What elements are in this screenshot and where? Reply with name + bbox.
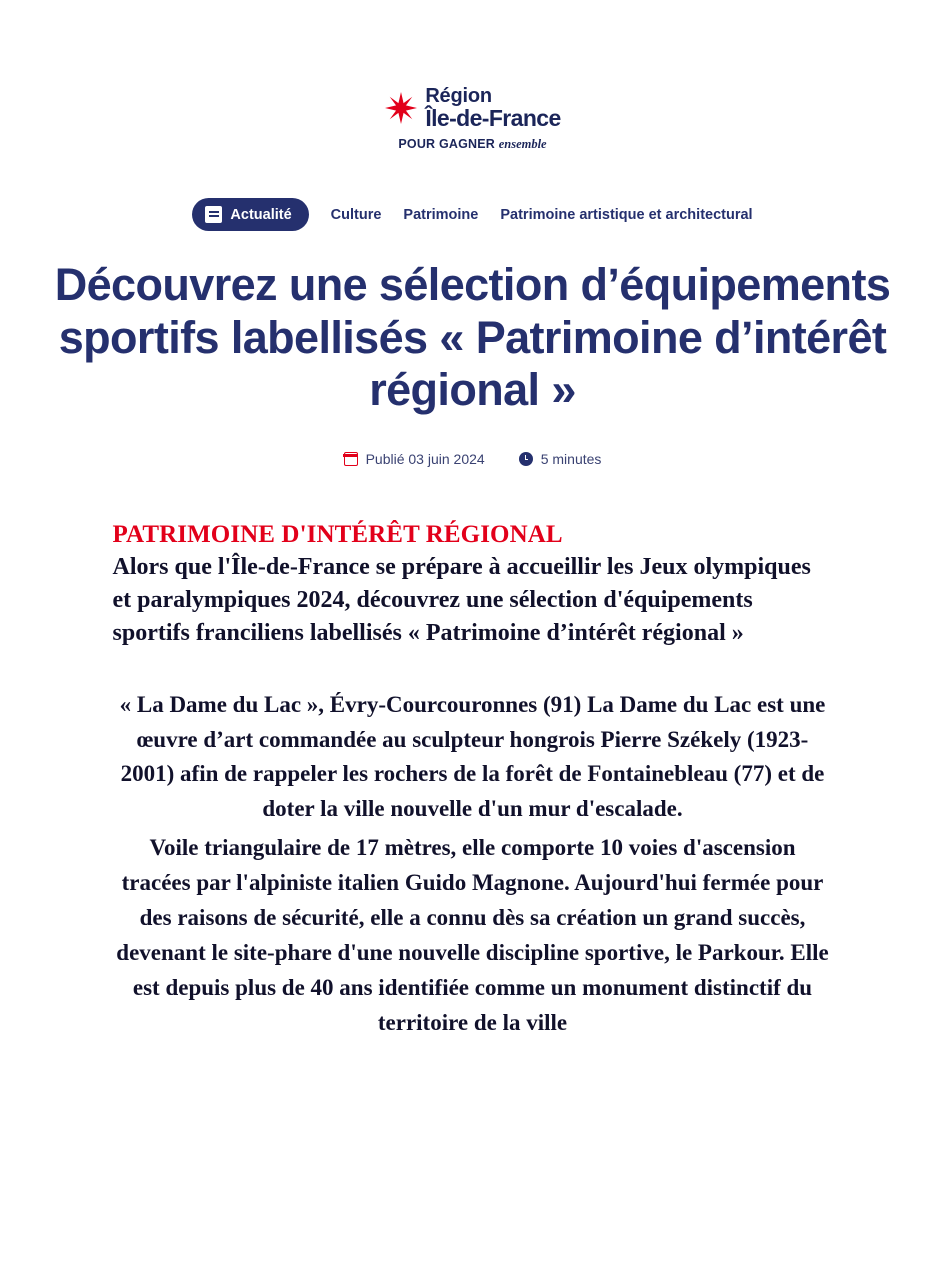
lede-paragraph: Alors que l'Île-de-France se prépare à accueillir les Jeux olympiques et paralympiques 2024, découvrez une sélection d'équipements sportifs franciliens labellisés « Patrimoine d’intérêt régional »: [112, 553, 811, 646]
logo-tagline-italic: ensemble: [498, 137, 547, 151]
reading-time: [519, 451, 602, 467]
calendar-icon: [344, 452, 358, 466]
article-body: [113, 521, 833, 1041]
clock-icon: [519, 452, 533, 466]
logo-line-iledefrance: Île-de-France: [425, 105, 561, 131]
article-meta: [0, 451, 945, 467]
logo-tagline-bold: POUR GAGNER: [398, 137, 499, 151]
logo-wordmark: [425, 86, 560, 130]
published-date-label: Publié 03 juin 2024: [365, 450, 485, 467]
logo-tagline: [398, 137, 546, 152]
reading-time-label: 5 minutes: [540, 450, 602, 467]
body-paragraph-1: « La Dame du Lac », Évry-Courcouronnes (91) La Dame du Lac est une œuvre d’art commandée au sculpteur hongrois Pierre Székely (1923-2001) afin de rappeler les rochers de la forêt de Fontainebleau (77) et de doter la ville nouvelle d'un mur d'escalade.: [119, 691, 826, 822]
badge-actualite[interactable]: [192, 198, 308, 231]
star-icon: [384, 91, 418, 125]
page-title: Découvrez une sélection d’équipements sportifs labellisés « Patrimoine d’intérêt régional »: [54, 259, 891, 416]
document-icon: [205, 206, 222, 223]
body-paragraph-2: Voile triangulaire de 17 mètres, elle comporte 10 voies d'ascension tracées par l'alpiniste italien Guido Magnone. Aujourd'hui fermée pour des raisons de sécurité, elle a connu dès sa création un grand succès, devenant le site-phare d'une nouvelle discipline sportive, le Parkour. Elle est depuis plus de 40 ans identifiée comme un monument distinctif du territoire de la ville: [116, 835, 829, 1036]
tag-link-patrimoine-artistique[interactable]: Patrimoine artistique et architectural: [500, 206, 753, 223]
badge-actualite-label: Actualité: [230, 206, 292, 223]
published-date: [344, 451, 485, 467]
category-tag-row: [0, 198, 945, 231]
logo-line-region: Région: [425, 85, 492, 107]
logo-row: [384, 86, 560, 130]
site-logo[interactable]: [0, 0, 945, 152]
lede-heading: PATRIMOINE D'INTÉRÊT RÉGIONAL: [112, 520, 563, 548]
tag-link-patrimoine[interactable]: Patrimoine: [403, 206, 479, 223]
tag-link-culture[interactable]: Culture: [330, 206, 382, 223]
paragraph-spacer: [113, 650, 833, 688]
